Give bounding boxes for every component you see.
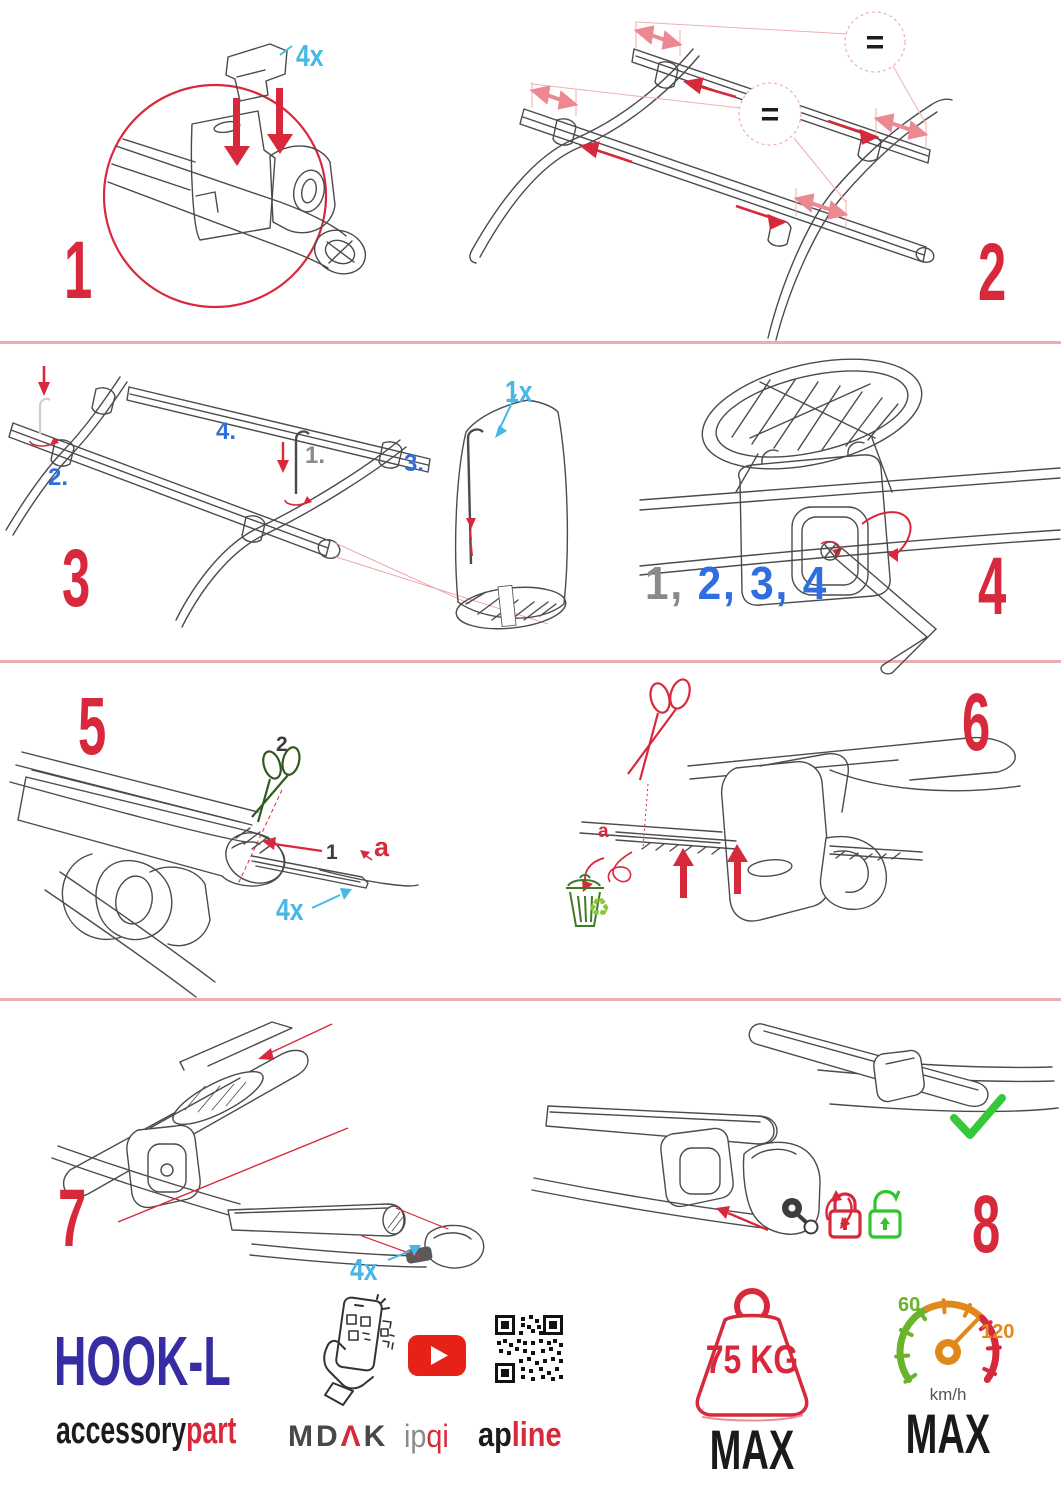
step2-illustration [420,0,1061,342]
phone-scan-icon [315,1295,400,1407]
step8-number: 8 [972,1179,999,1270]
ipqi-part2: qi [426,1418,449,1454]
step1-qty-label: 4x [296,38,324,73]
apline-part1: ap [478,1416,512,1454]
step6-number: 6 [962,677,989,768]
equals-symbol-1: = [865,24,885,60]
projection-lines [333,542,548,624]
qr-code-icon [495,1315,563,1383]
bar-end-storage [454,394,568,634]
brand-part1: accessory [56,1410,187,1452]
cutoff-coil [608,852,632,882]
speed-high-label: 120 [981,1321,1015,1343]
speed-unit-label: km/h [929,1385,967,1404]
equals-symbol-2: = [760,96,780,132]
apline-logo [478,1418,562,1452]
step1-number: 1 [64,225,91,316]
step3-order4-label: 4. [216,418,237,445]
clamp-assembly [45,854,215,997]
step5-cut-label: 2 [276,733,288,756]
ipqi-logo [404,1420,449,1452]
press-up-arrows [673,844,748,898]
mdak-part1: MD [288,1420,341,1453]
padlock-locked-icon [830,1194,860,1237]
insert-arrows [224,88,293,166]
product-name: HOOK-L [54,1322,231,1400]
speed-low-label: 60 [898,1294,921,1316]
mdak-part3: K [363,1420,389,1453]
mdak-logo [288,1422,388,1452]
weight-max-label: MAX [709,1418,795,1481]
step3-qty-label: 1x [505,374,533,409]
step4-sequence [645,557,829,609]
clamp-side [722,754,887,921]
sequence-first: 1, [645,557,684,609]
sequence-rest: 2, 3, 4 [683,557,829,609]
step5-insert-label: 1 [326,841,338,864]
step1-illustration [30,0,460,342]
brand-logo [56,1412,236,1450]
youtube-icon [407,1334,467,1377]
step3-number: 3 [62,533,89,624]
step3-illustration [0,342,640,660]
mdak-part2: Λ [340,1420,364,1453]
apline-part2: line [511,1416,562,1454]
step2-number: 2 [978,227,1005,318]
step3-order3-label: 3. [404,450,425,477]
step7-qty-label: 4x [350,1252,378,1287]
weight-limit-label: 75 KG [705,1338,799,1382]
speed-max-label: MAX [905,1402,991,1465]
scissors-icon [628,677,693,780]
step3-order1-label: 1. [305,442,326,469]
step3-order2-label: 2. [48,464,69,491]
scissors-icon [252,745,302,822]
padlock-unlocked-icon [870,1191,900,1237]
step4-number: 4 [978,541,1005,632]
allen-key [835,549,936,674]
step7-number: 7 [58,1173,85,1264]
step5-number: 5 [78,681,105,772]
brand-part2: part [186,1410,237,1452]
step5-qty-label: 4x [276,892,304,927]
step6-dim-label: a [598,821,609,842]
ipqi-part1: ip [404,1418,427,1454]
step5-dim-label: a [374,832,390,862]
qty-pointer-line [280,46,292,55]
recycle-icon: ♻ [588,894,611,922]
